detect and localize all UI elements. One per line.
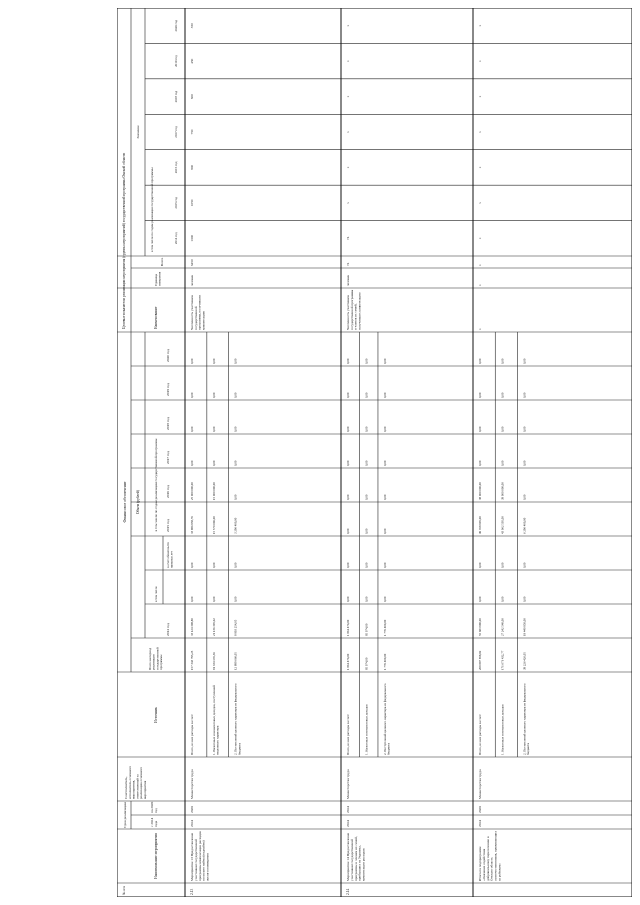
header-ind-sub: в том числе по годам реализации государственной программы <box>150 167 154 252</box>
row-indicator: получивших компенсацию <box>357 292 362 330</box>
row-zero-value: 0,00 <box>500 460 505 466</box>
row-name: программы и членам их семей, <box>353 836 358 881</box>
row-source: бюджета <box>386 743 391 755</box>
row-name: жилого помещения <box>205 853 210 881</box>
header-finance-sub: Объем (рублей) <box>136 490 140 514</box>
row-source: 1. Налоговых и неналоговых доходов <box>500 704 505 755</box>
row-name: соотечественников, проживающих <box>493 830 498 881</box>
row-zero-value: 0,00 <box>364 460 369 466</box>
row-y2016-value: 0,00 <box>382 494 387 500</box>
header-sources: Источник <box>154 707 158 723</box>
row-from: 2014 <box>346 820 350 827</box>
row-name: участникам государственной <box>349 839 354 881</box>
header-period: Срок реализации <box>123 802 127 828</box>
row-ind-value: 750 <box>190 129 194 135</box>
header-y2016: 2016 год <box>166 485 170 498</box>
row-zero-value: 0,00 <box>500 596 505 602</box>
row-name: программы компенсации расходов <box>197 831 202 881</box>
row-y2014-value: 21 136 305,02 <box>211 618 216 636</box>
row-total-value: 85 074,00 <box>364 657 369 670</box>
row-zero-value: 0,00 <box>211 562 216 568</box>
row-ind-value: 1300 <box>190 234 194 242</box>
row-y2015-value: 3 296 400,00 <box>233 517 238 534</box>
row-zero-value: 0,00 <box>211 426 216 432</box>
row-zero-value: 0,00 <box>233 426 238 432</box>
row-unit: человек <box>190 274 194 286</box>
row-from: 2014 <box>190 820 194 827</box>
row-zero-value: 0,00 <box>500 426 505 432</box>
header-y2014: 2014 год <box>166 623 170 636</box>
header-ind-unit: Единица <box>154 274 158 286</box>
row-zero-value: 0,00 <box>364 358 369 364</box>
row-source: 2. Поступлений целевого характера из федерального <box>382 683 387 755</box>
row-executor: Министерство труда <box>346 769 350 799</box>
row-ind-value: х <box>478 237 482 240</box>
header-ind-year: 2015 год <box>174 197 178 209</box>
row-source: 2. Поступлений целевого характера из федерального <box>233 683 238 755</box>
row-zero-value: 0,00 <box>346 426 350 432</box>
row-y2015-value: 0,00 <box>364 528 369 534</box>
row-total-value: 171 671 432,77 <box>500 650 505 670</box>
row-to: 2020 <box>478 806 482 813</box>
row-ind-value: 900 <box>190 164 194 170</box>
header-y2020: 2020 год <box>166 349 170 362</box>
row-zero-value: 0,00 <box>522 562 527 568</box>
header-y2017: 2017 год <box>166 451 170 464</box>
header-num: № п/п <box>122 886 126 895</box>
row-unit: человек <box>346 274 350 286</box>
header-finance: Финансовое обеспечение <box>123 481 127 523</box>
row-zero-value: 0,00 <box>382 426 387 432</box>
row-source: 1. Налоговых и неналоговых доходов, поступлений <box>211 685 216 755</box>
row-total-value: 1 861 474,00 <box>346 653 350 670</box>
row-zero-value: 0,00 <box>522 426 527 432</box>
row-zero-value: 0,00 <box>190 460 194 466</box>
row-y2015-value: 43 062 505,00 <box>500 516 505 534</box>
row-y2014-value: 55 683 990,00 <box>478 618 482 636</box>
header-ind-year: 2016 год <box>174 161 178 174</box>
row-y2015-value: 6 296 400,00 <box>522 517 527 534</box>
row-indicator: государственной <box>193 306 198 330</box>
row-name: участникам государственной <box>193 839 198 881</box>
header-ind-year: 2014 год <box>174 232 178 245</box>
row-zero-value: 0,00 <box>233 562 238 568</box>
row-zero-value: 0,00 <box>211 596 216 602</box>
header-total: программы <box>159 654 164 670</box>
row-source: нецелевого характера <box>215 725 220 755</box>
row-total-value: 1 776 400,00 <box>382 653 387 670</box>
header-incl-fed: прошлых лет <box>169 551 174 568</box>
row-y2014-value: 1 776 400,00 <box>382 619 387 636</box>
row-zero-value: 0,00 <box>190 426 194 432</box>
row-zero-value: 0,00 <box>478 426 482 432</box>
row-y2014-value: 8 803 254,05 <box>233 619 238 636</box>
row-zero-value: 0,00 <box>346 460 350 466</box>
row-name: компенсации расходов <box>361 848 366 881</box>
row-ind-value: х <box>346 24 350 27</box>
row-zero-value: 0,00 <box>382 460 387 466</box>
row-name: за рубежом» <box>497 863 502 881</box>
row-source: Всего, из них расходы за счет: <box>346 713 350 755</box>
row-y2016-value: 0,00 <box>364 494 369 500</box>
row-name: Омскую область <box>489 857 494 881</box>
row-y2016-value: 38 000 000,00 <box>478 482 482 500</box>
row-executor: Министерство труда <box>190 769 194 799</box>
row-zero-value: 0,00 <box>364 596 369 602</box>
header-ind-year: 2019 год <box>174 55 178 67</box>
header-ind-total: Всего <box>160 257 164 267</box>
header-ind-year: 2020 год <box>174 19 178 32</box>
row-ind-total: 74 <box>346 262 350 266</box>
row-total-value: 91 334 135,36 <box>211 652 216 670</box>
row-y2015-value: 33 986 958,76 <box>190 516 194 534</box>
row-zero-value: 0,00 <box>500 392 505 398</box>
header-total: государственной <box>155 647 160 670</box>
row-y2015-value: 15 570 006,00 <box>211 516 216 534</box>
row-ind-value: х <box>478 60 482 62</box>
row-y2014-value: 27 242 540,00 <box>500 618 505 636</box>
row-zero-value: 0,00 <box>233 392 238 398</box>
row-ind-value: х <box>346 131 350 133</box>
row-zero-value: 0,00 <box>364 392 369 398</box>
row-zero-value: 0,00 <box>478 460 482 466</box>
row-zero-value: 0,00 <box>211 392 216 398</box>
row-to: 2020 <box>190 806 194 813</box>
row-indicator: и членов их семей, <box>353 303 358 330</box>
row-ind-value: х <box>478 166 482 169</box>
header-executor: ответственный за <box>135 774 140 799</box>
row-ind-value: х <box>346 60 350 62</box>
header-to: год <box>153 808 158 813</box>
header-total: реализации <box>151 654 156 670</box>
row-y2015-value: 0,00 <box>346 528 350 534</box>
header-to: по 2020 <box>150 801 154 813</box>
row-ind-value: 350 <box>190 23 194 29</box>
row-zero-value: 0,00 <box>364 562 369 568</box>
row-total-value: 157 343 795,25 <box>190 650 194 670</box>
header-name: Наименование мероприятия <box>154 833 158 879</box>
program-table <box>117 8 632 897</box>
row-indicator: Численность участников <box>346 295 350 330</box>
row-zero-value: 0,00 <box>364 426 369 432</box>
row-indicator: государственной программы <box>349 289 354 330</box>
row-source: бюджета <box>526 743 531 755</box>
header-ind-values: Значение <box>136 125 140 139</box>
row-total-value: 209 897 858,82 <box>478 650 482 670</box>
row-zero-value: 0,00 <box>346 358 350 364</box>
row-name: по оплате найма (поднайма) <box>201 840 206 881</box>
row-zero-value: 0,00 <box>478 358 482 364</box>
row-zero-value: 0,00 <box>522 392 527 398</box>
row-y2016-value: 38 000 000,00 <box>500 482 505 500</box>
row-y2016-value: 15 000 000,00 <box>211 482 216 500</box>
row-unit: х <box>478 284 482 286</box>
header-y2015: 2015 год <box>166 519 170 532</box>
row-y2014-value: 1 861 474,00 <box>346 619 350 636</box>
row-zero-value: 0,00 <box>233 358 238 364</box>
header-indicators: Целевые показатели реализации мероприятия (группы мероприятий) государственной программы Омской области <box>122 152 126 329</box>
row-indicator: программы, получивших <box>197 294 202 330</box>
row-zero-value: 0,00 <box>346 596 350 602</box>
row-zero-value: 0,00 <box>190 392 194 398</box>
table-grid <box>117 8 632 897</box>
row-zero-value: 0,00 <box>382 596 387 602</box>
header-executor: реализацию основного <box>139 766 144 799</box>
row-y2016-value: 0,00 <box>522 494 527 500</box>
row-y2015-value: 49 358 905,00 <box>478 516 482 534</box>
row-zero-value: 0,00 <box>233 596 238 602</box>
header-y2019: 2019 год <box>166 383 170 396</box>
row-source: Всего, из них расходы за счет: <box>190 713 194 755</box>
header-ind-unit: измерения <box>157 271 162 286</box>
row-executor: Министерство труда <box>478 769 482 799</box>
header-ind-year: 2017 год <box>174 126 178 138</box>
row-ind-value: х <box>346 95 350 98</box>
row-indicator: х <box>478 328 482 330</box>
row-from: 2014 <box>478 820 482 827</box>
row-zero-value: 0,00 <box>500 358 505 364</box>
row-zero-value: 0,00 <box>382 358 387 364</box>
row-ind-value: 450 <box>190 58 194 64</box>
row-ind-value: 600 <box>190 94 194 100</box>
row-indicator: компенсацию <box>201 310 206 330</box>
header-from: с 2014 <box>150 817 154 827</box>
row-zero-value: 0,00 <box>478 392 482 398</box>
row-num: 2.14 <box>346 888 350 895</box>
row-source: 2. Поступлений целевого характера из федерального <box>522 683 527 755</box>
header-executor: Соисполнитель, <box>124 776 128 799</box>
header-ind-name: Наименование <box>154 306 158 329</box>
header-y2018: 2018 год <box>166 417 170 430</box>
header-total: Всего на период <box>148 647 152 670</box>
row-y2014-value: 85 074,00 <box>364 623 369 636</box>
row-zero-value: 0,00 <box>190 562 194 568</box>
row-ind-value: 1050 <box>190 199 194 207</box>
row-y2016-value: 0,00 <box>346 494 350 500</box>
row-name: Мероприятие 14 Предоставление <box>346 832 350 881</box>
header-executor: исполнитель основного <box>127 765 132 799</box>
row-ind-value: х <box>346 166 350 169</box>
row-ind-value: 74 <box>346 236 350 240</box>
header-from: года <box>153 820 158 827</box>
row-zero-value: 0,00 <box>478 596 482 602</box>
row-zero-value: 0,00 <box>211 358 216 364</box>
row-zero-value: 0,00 <box>233 460 238 466</box>
row-ind-total: х <box>478 264 482 266</box>
row-num: 2.13 <box>190 888 194 895</box>
row-name: «Оказание содействия <box>481 848 486 881</box>
row-total-value: 12 889 666,05 <box>233 652 238 670</box>
header-ind-year: 2018 год <box>174 90 178 103</box>
header-incl-fed: за счет обязательств <box>166 542 170 568</box>
row-zero-value: 0,00 <box>382 562 387 568</box>
header-by-years: в том числе по годам реализации государственной программы <box>154 438 158 532</box>
row-zero-value: 0,00 <box>346 562 350 568</box>
row-zero-value: 0,00 <box>190 358 194 364</box>
row-name: Мероприятие 13 Предоставление <box>190 832 194 881</box>
row-y2016-value: 0,00 <box>233 494 238 500</box>
row-total-value: 38 226 426,05 <box>522 652 527 670</box>
row-zero-value: 0,00 <box>346 392 350 398</box>
row-y2014-value: 18 440 850,00 <box>522 618 527 636</box>
row-ind-value: х <box>346 202 350 204</box>
row-name: Итого по подпрограмме <box>478 846 482 881</box>
header-executor: мероприятия <box>142 780 147 799</box>
row-zero-value: 0,00 <box>522 596 527 602</box>
row-name: прибывших из Украины, <box>357 845 362 881</box>
row-zero-value: 0,00 <box>522 358 527 364</box>
row-ind-value: х <box>478 131 482 133</box>
row-zero-value: 0,00 <box>382 392 387 398</box>
row-zero-value: 0,00 <box>500 562 505 568</box>
row-indicator: Численность участников <box>190 295 194 330</box>
row-y2015-value: 0,00 <box>382 528 387 534</box>
row-name: добровольному переселению в <box>485 836 490 881</box>
row-source: бюджета <box>237 743 242 755</box>
header-incl: в том числе <box>154 586 158 602</box>
row-source: Всего, из них расходы за счет: <box>478 713 482 755</box>
row-ind-value: х <box>478 95 482 98</box>
row-zero-value: 0,00 <box>190 596 194 602</box>
row-ind-value: х <box>478 24 482 27</box>
row-ind-value: х <box>478 202 482 204</box>
row-y2016-value: 25 000 000,00 <box>190 482 194 500</box>
row-ind-total: 6450 <box>190 259 194 266</box>
row-source: 1. Налоговых и неналоговых доходов <box>364 704 369 755</box>
row-y2014-value: 33 124 308,80 <box>190 618 194 636</box>
header-executor: мероприятия, <box>131 779 136 799</box>
row-to: 2014 <box>346 806 350 813</box>
row-zero-value: 0,00 <box>522 460 527 466</box>
row-zero-value: 0,00 <box>478 562 482 568</box>
row-zero-value: 0,00 <box>211 460 216 466</box>
